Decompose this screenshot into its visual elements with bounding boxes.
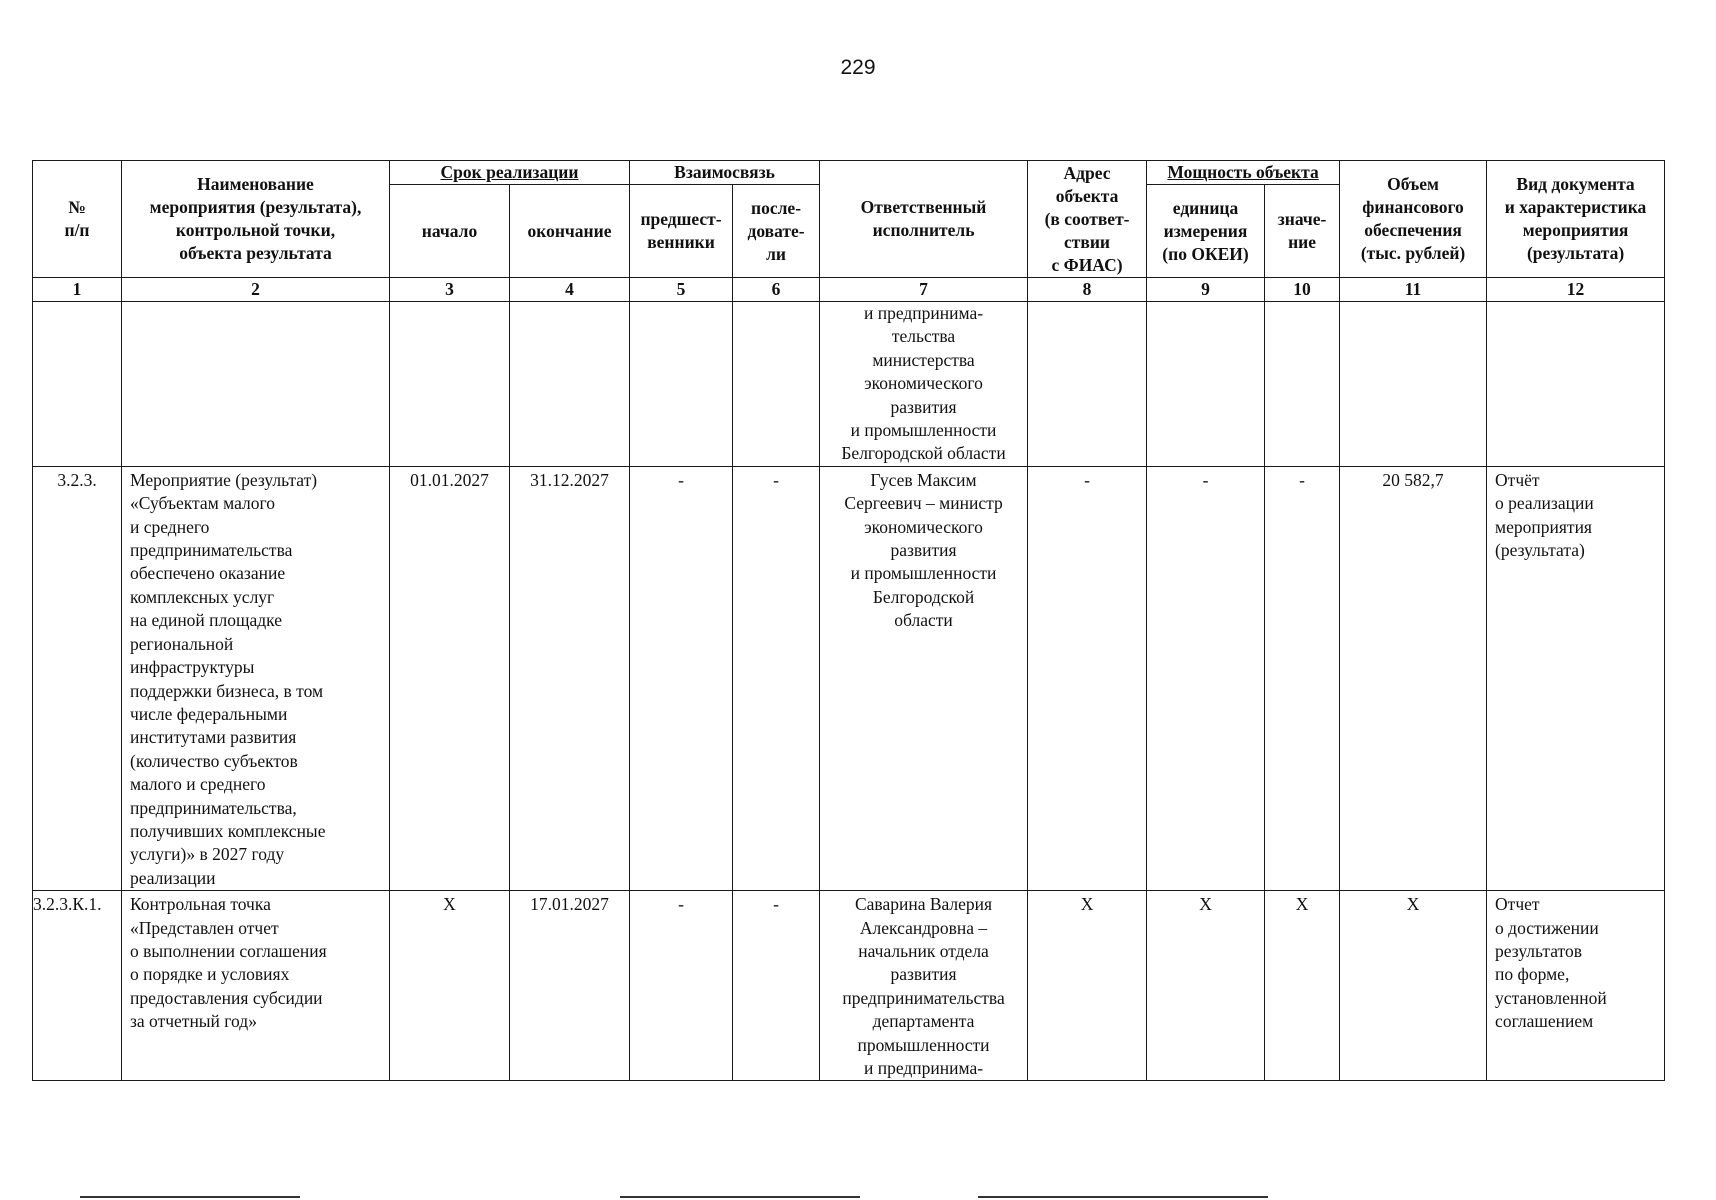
row-document: Отчёт о реализации мероприятия (результата) [1487,466,1665,890]
row-document: Отчет о достижении результатов по форме, установленной соглашением [1487,891,1665,1081]
row-number: 3.2.3. [33,466,122,890]
row-successors: - [733,891,820,1081]
column-number: 7 [820,278,1028,302]
row-document [1487,302,1665,467]
row-address [1028,302,1147,467]
header-start: начало [390,185,510,278]
row-end: 31.12.2027 [510,466,630,890]
header-number: № п/п [33,161,122,278]
row-address: X [1028,891,1147,1081]
row-responsible: Гусев Максим Сергеевич – министр экономического развития и промышленности Белгородской области [820,466,1028,890]
header-name: Наименование мероприятия (результата), контрольной точки, объекта результата [122,161,390,278]
row-end: 17.01.2027 [510,891,630,1081]
row-end [510,302,630,467]
header-value: значе- ние [1265,185,1340,278]
row-number: 3.2.3.К.1. [33,891,122,1081]
row-value: - [1265,466,1340,890]
row-finance [1340,302,1487,467]
row-address: - [1028,466,1147,890]
header-capacity-group: Мощность объекта [1147,161,1340,185]
header-address: Адрес объекта (в соответ- ствии с ФИАС) [1028,161,1147,278]
scan-edge-line [80,1196,300,1198]
header-end: окончание [510,185,630,278]
column-number: 10 [1265,278,1340,302]
row-name [122,302,390,467]
header-finance: Объем финансового обеспечения (тыс. рублей) [1340,161,1487,278]
row-responsible: Саварина Валерия Александровна – начальник отдела развития предпринимательства департамента промышленности и предпринима- [820,891,1028,1081]
column-number: 8 [1028,278,1147,302]
row-name: Мероприятие (результат) «Субъектам малого и среднего предпринимательства обеспечено оказание комплексных услуг на единой площадке региональной инфраструктуры поддержки бизнеса, в том числе федеральными институтами развития (количество субъектов малого и среднего предпринимательства, получивших комплексные услуги)» в 2027 году реализации [122,466,390,890]
row-predecessors: - [630,891,733,1081]
row-value [1265,302,1340,467]
header-unit: единица измерения (по ОКЕИ) [1147,185,1265,278]
header-link-group: Взаимосвязь [630,161,820,185]
column-number: 9 [1147,278,1265,302]
column-number: 11 [1340,278,1487,302]
column-number: 12 [1487,278,1665,302]
row-unit [1147,302,1265,467]
header-document: Вид документа и характеристика мероприятия (результата) [1487,161,1665,278]
column-number: 3 [390,278,510,302]
row-predecessors [630,302,733,467]
row-predecessors: - [630,466,733,890]
scan-edge-line [620,1196,860,1198]
row-start: 01.01.2027 [390,466,510,890]
scan-edge-line [978,1196,1268,1198]
row-unit: X [1147,891,1265,1081]
column-number: 1 [33,278,122,302]
row-start: X [390,891,510,1081]
implementation-plan-table [32,160,1665,1081]
header-period-group: Срок реализации [390,161,630,185]
column-number: 2 [122,278,390,302]
page-number: 229 [840,56,876,79]
column-number: 4 [510,278,630,302]
row-number [33,302,122,467]
row-finance: X [1340,891,1487,1081]
header-responsible: Ответственный исполнитель [820,161,1028,278]
table-row [33,466,1665,890]
row-unit: - [1147,466,1265,890]
column-number: 5 [630,278,733,302]
table-row [33,891,1665,1081]
row-finance: 20 582,7 [1340,466,1487,890]
row-successors [733,302,820,467]
column-number: 6 [733,278,820,302]
row-responsible: и предпринима- тельства министерства экономического развития и промышленности Белгородской области [820,302,1028,467]
header-predecessors: предшест- венники [630,185,733,278]
row-start [390,302,510,467]
row-successors: - [733,466,820,890]
table-row [33,302,1665,467]
row-name: Контрольная точка «Представлен отчет о выполнении соглашения о порядке и условиях предоставления субсидии за отчетный год» [122,891,390,1081]
row-value: X [1265,891,1340,1081]
header-successors: после- довате- ли [733,185,820,278]
